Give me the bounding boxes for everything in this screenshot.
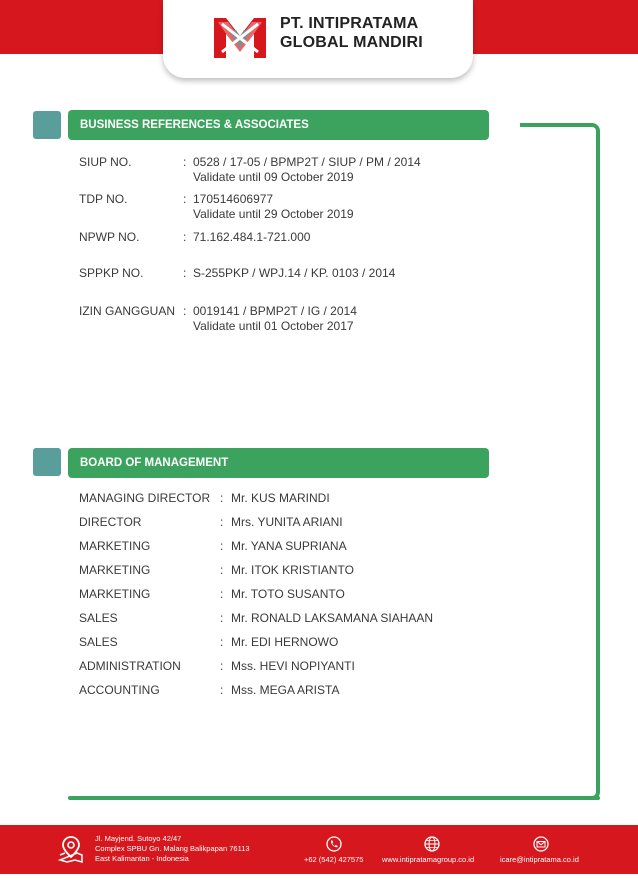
board-role: MARKETING [79,587,151,601]
footer-email[interactable]: icare@intipratama.co.id [500,855,579,864]
board-name: Mss. MEGA ARISTA [231,683,340,697]
separator: : [220,635,224,649]
separator: : [220,611,224,625]
board-role: MARKETING [79,539,151,553]
business-value: 0019141 / BPMP2T / IG / 2014 [193,304,357,318]
board-name: Mr. EDI HERNOWO [231,635,339,649]
email-icon [533,836,549,852]
globe-icon [424,836,440,852]
separator: : [220,563,224,577]
board-name: Mr. YANA SUPRIANA [231,539,347,553]
separator: : [220,587,224,601]
map-location-icon [56,834,86,864]
section-title-board: BOARD OF MANAGEMENT [68,448,489,478]
separator: : [220,491,224,505]
bottom-frame-line [68,796,600,800]
business-label: NPWP NO. [79,230,140,244]
board-name: Mr. KUS MARINDI [231,491,330,505]
address-line2: Complex SPBU Gn. Malang Balikpapan 76113 [95,844,250,853]
business-label: SPPKP NO. [79,266,144,280]
business-label: IZIN GANGGUAN [79,304,176,318]
board-name: Mss. HEVI NOPIYANTI [231,659,355,673]
board-role: ACCOUNTING [79,683,160,697]
board-role: SALES [79,611,118,625]
board-name: Mr. TOTO SUSANTO [231,587,345,601]
footer-bottom-strip [0,874,638,882]
board-role: MARKETING [79,563,151,577]
board-role: DIRECTOR [79,515,142,529]
business-note: Validate until 29 October 2019 [193,207,354,221]
separator: : [183,192,187,206]
address-line1: Jl. Mayjend. Sutoyo 42/47 [95,834,182,843]
business-value: 170514606977 [193,192,274,206]
business-label: SIUP NO. [79,155,132,169]
business-note: Validate until 09 October 2019 [193,170,354,184]
right-frame-line [520,123,600,800]
business-note: Validate until 01 October 2017 [193,319,354,333]
board-role: MANAGING DIRECTOR [79,491,211,505]
separator: : [183,304,187,318]
company-name-line2: GLOBAL MANDIRI [280,34,423,51]
separator: : [183,155,187,169]
section-title-business: BUSINESS REFERENCES & ASSOCIATES [68,110,489,140]
section-marker [33,111,61,139]
separator: : [220,515,224,529]
board-role: ADMINISTRATION [79,659,181,673]
phone-icon [326,836,342,852]
business-value: S-255PKP / WPJ.14 / KP. 0103 / 2014 [193,266,396,280]
company-logo-mark [212,14,268,62]
company-name-line1: PT. INTIPRATAMA [280,15,419,32]
board-name: Mrs. YUNITA ARIANI [231,515,343,529]
separator: : [220,539,224,553]
separator: : [183,230,187,244]
section-marker [33,448,61,476]
separator: : [220,683,224,697]
address-line3: East Kalimantan - Indonesia [95,854,189,863]
separator: : [183,266,187,280]
board-name: Mr. RONALD LAKSAMANA SIAHAAN [231,611,434,625]
footer-address [95,834,250,864]
footer-phone[interactable]: +62 (542) 427575 [304,855,364,864]
company-name [280,14,423,52]
board-role: SALES [79,635,118,649]
business-value: 0528 / 17-05 / BPMP2T / SIUP / PM / 2014 [193,155,421,169]
footer-website[interactable]: www.intipratamagroup.co.id [382,855,475,864]
business-value: 71.162.484.1-721.000 [193,230,311,244]
business-label: TDP NO. [79,192,128,206]
board-name: Mr. ITOK KRISTIANTO [231,563,354,577]
separator: : [220,659,224,673]
